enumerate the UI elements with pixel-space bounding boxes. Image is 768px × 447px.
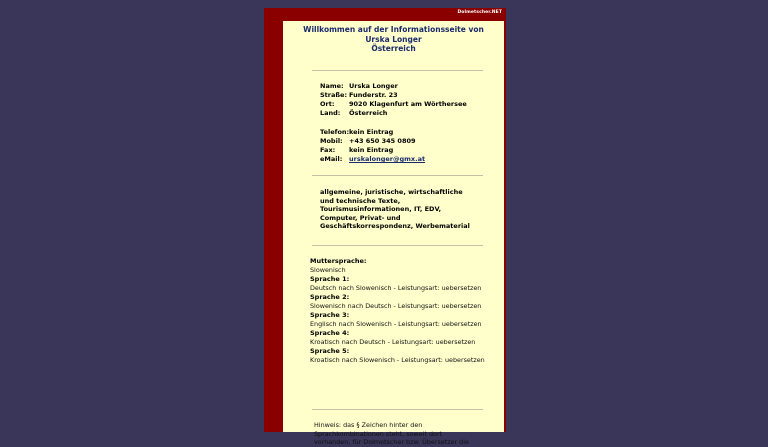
mobile-label: Mobil:	[320, 137, 343, 145]
page-frame	[264, 8, 506, 446]
country-label: Land:	[320, 109, 341, 117]
email-link[interactable]: urskalonger@gmx.at	[349, 155, 426, 163]
divider	[312, 175, 483, 176]
page-heading	[283, 25, 504, 54]
email-label: eMail:	[320, 155, 343, 163]
language-1-text: Deutsch nach Slowenisch - Leistungsart: uebersetzen	[310, 284, 482, 292]
content-panel	[283, 21, 504, 446]
divider	[312, 409, 483, 410]
language-5-label: Sprache 5:	[310, 347, 350, 355]
email-value-wrap	[349, 155, 425, 163]
name-value: Urska Longer	[349, 82, 398, 90]
language-5-text: Kroatisch nach Slowenisch - Leistungsart: uebersetzen	[310, 356, 485, 364]
heading-line-name: Urska Longer	[365, 34, 422, 44]
fax-value: kein Eintrag	[349, 146, 394, 154]
language-3-text: Englisch nach Slowenisch - Leistungsart: uebersetzen	[310, 320, 482, 328]
phone-label: Telefon:	[320, 128, 350, 136]
mother-tongue-value: Slowenisch	[310, 266, 346, 274]
language-4-text: Kroatisch nach Deutsch - Leistungsart: uebersetzen	[310, 338, 476, 346]
mobile-value: +43 650 345 0809	[349, 137, 416, 145]
name-label: Name:	[320, 82, 344, 90]
language-4-label: Sprache 4:	[310, 329, 350, 337]
street-value: Funderstr. 23	[349, 91, 398, 99]
mother-tongue-label: Muttersprache:	[310, 257, 367, 265]
language-3-label: Sprache 3:	[310, 311, 350, 319]
brand-link[interactable]: Dolmetscher.NET	[457, 10, 502, 15]
language-1-label: Sprache 1:	[310, 275, 350, 283]
heading-line-country: Österreich	[371, 44, 416, 53]
language-2-text: Slowenisch nach Deutsch - Leistungsart: uebersetzen	[310, 302, 482, 310]
divider	[312, 245, 483, 246]
top-bar	[264, 8, 506, 19]
services-text: allgemeine, juristische, wirtschaftliche und technische Texte, Tourismusinformationen, IT, EDV, Computer, Privat- und Geschäftskorrespondenz, Werbematerial	[320, 188, 470, 230]
street-label: Straße:	[320, 91, 348, 99]
divider	[312, 70, 483, 71]
languages-section	[310, 257, 490, 365]
heading-line-welcome: Willkommen auf der Informationsseite von	[303, 25, 484, 34]
phone-value: kein Eintrag	[349, 128, 394, 136]
city-label: Ort:	[320, 100, 335, 108]
language-2-label: Sprache 2:	[310, 293, 350, 301]
hint-text: Hinweis: das § Zeichen hinter den Sprachkombinationen steht, soweit dort vorhanden, für Dolmetscher bzw. Übersetzer die	[314, 421, 469, 446]
country-value: Österreich	[349, 109, 388, 117]
city-value: 9020 Klagenfurt am Wörthersee	[349, 100, 467, 108]
fax-label: Fax:	[320, 146, 336, 154]
